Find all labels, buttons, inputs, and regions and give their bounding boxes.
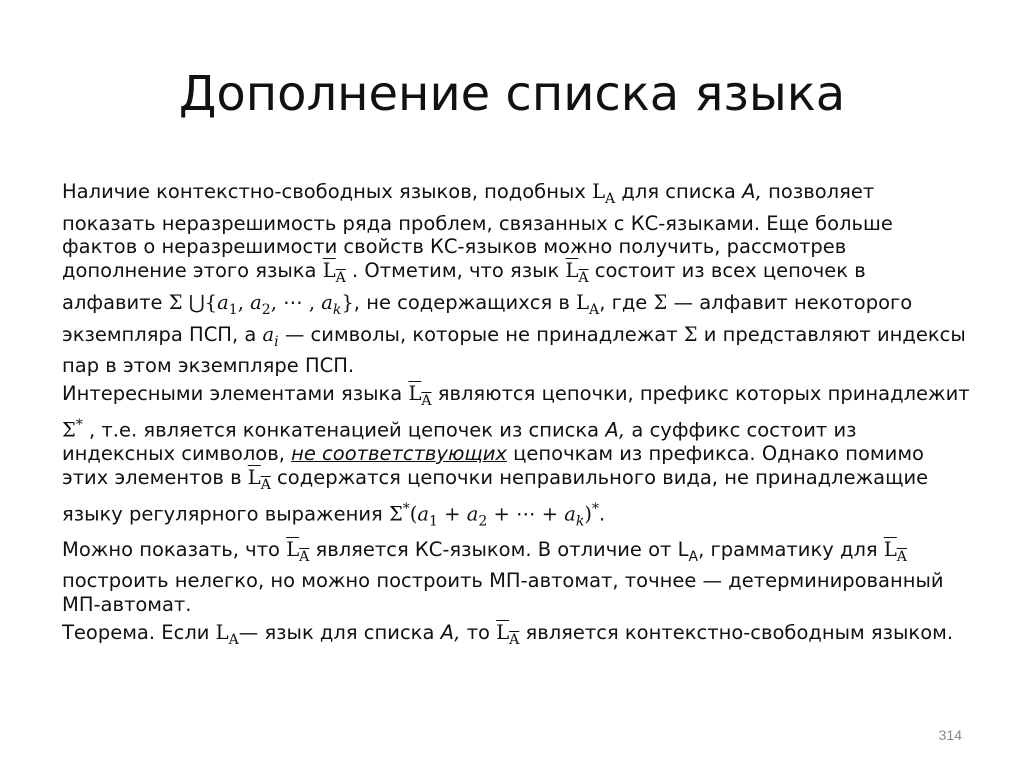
text-run: , грамматику для xyxy=(698,537,884,561)
text-run: A, xyxy=(742,180,762,203)
text-run: содержатся цепочки неправильного вида, не принадлежащие языку регулярного выражения xyxy=(62,465,929,526)
math-run: A xyxy=(605,190,616,207)
text-run: являются цепочки, префикс которых принадлежит xyxy=(431,382,970,406)
math-run: L xyxy=(576,290,590,314)
math-run: a xyxy=(466,502,479,526)
text-run: является контекстно-свободным языком. xyxy=(519,621,954,645)
math-run: L xyxy=(592,180,606,203)
math-run: * xyxy=(592,500,600,517)
math-run: * xyxy=(402,500,410,517)
math-run: Σ xyxy=(62,418,76,442)
math-run: A xyxy=(299,548,310,565)
math-run: k xyxy=(575,513,585,529)
paragraph xyxy=(62,180,972,378)
paragraph xyxy=(62,621,972,653)
math-run: $\overline{L}$ xyxy=(322,259,336,283)
text-run: для списка xyxy=(615,180,743,203)
math-run: A xyxy=(589,301,600,318)
text-run: то xyxy=(460,621,497,645)
text-run: позволяет показать неразрешимость ряда проблем, связанных с КС-языками. Еще больше фактов о неразрешимости свойств КС-языков можно получить, рассмотрев дополнение этого языка xyxy=(62,180,893,283)
math-run: A xyxy=(509,631,520,648)
math-run: Σ ⋃{ xyxy=(168,290,218,314)
math-run: 1 xyxy=(429,513,438,529)
math-run: + xyxy=(437,502,467,526)
text-run: , где xyxy=(599,290,654,314)
math-run: A xyxy=(228,631,239,648)
math-run: a xyxy=(250,290,262,314)
text-run: цепочкам из префикса. Однако помимо этих элементов в xyxy=(62,442,924,489)
text-run: а суффикс состоит из индексных символов, xyxy=(62,418,857,466)
text-run: A xyxy=(688,548,699,565)
math-run: , xyxy=(237,290,251,314)
math-run: $\overline{L}$ xyxy=(247,465,261,489)
text-run: , т.е. является конкатенацией цепочек из списка xyxy=(82,418,606,442)
slide-body xyxy=(62,180,972,657)
math-run: $\overline{L}$ xyxy=(286,537,300,561)
math-run: A xyxy=(260,476,271,493)
paragraph xyxy=(62,382,972,534)
text-run: A, xyxy=(605,418,626,442)
math-run: $\overline{L}$ xyxy=(565,259,579,283)
math-run: L xyxy=(215,621,229,645)
math-run: $\overline{L}$ xyxy=(408,382,422,406)
text-run: состоит из всех цепочек в алфавите xyxy=(62,259,866,314)
math-run: 2 xyxy=(478,513,488,529)
math-run: + ⋯ + xyxy=(487,502,565,526)
text-run: . xyxy=(599,502,606,526)
math-run: a xyxy=(217,290,229,314)
math-run: a xyxy=(564,502,576,526)
math-run: } xyxy=(341,290,354,314)
text-run: — алфавит некоторого экземпляра ПСП, а xyxy=(62,290,913,346)
math-run: Σ xyxy=(388,502,403,526)
math-run: , ⋯ , xyxy=(270,290,322,314)
slide-title: Дополнение списка языка xyxy=(178,66,846,122)
math-run: Σ xyxy=(683,322,698,346)
math-run: ) xyxy=(584,502,593,526)
paragraph xyxy=(62,538,972,617)
page-number: 314 xyxy=(938,727,962,743)
text-run: Теорема. Если xyxy=(62,621,216,645)
text-run: построить нелегко, но можно построить МП-автомат, точнее — детерминированный МП-автомат. xyxy=(62,569,944,617)
text-run: — символы, которые не принадлежат xyxy=(278,322,684,346)
math-run: A xyxy=(896,548,907,565)
math-run: 2 xyxy=(261,301,271,318)
text-run: . Отметим, что язык xyxy=(345,259,566,283)
math-run: i xyxy=(274,333,279,350)
math-run: Σ xyxy=(653,290,668,314)
math-run: $\overline{L}$ xyxy=(883,537,897,561)
math-run: a xyxy=(321,290,333,314)
text-run: Интересными элементами языка xyxy=(62,382,409,406)
text-run: не соответствующих xyxy=(291,442,507,466)
math-run: $\overline{L}$ xyxy=(496,621,510,645)
text-run: A, xyxy=(440,621,461,645)
math-run: A xyxy=(421,393,432,410)
text-run: — язык для списка xyxy=(238,621,441,645)
math-run: k xyxy=(332,301,342,318)
text-run: , не содержащихся в xyxy=(353,290,577,314)
math-run: ( xyxy=(409,502,418,526)
math-run: A xyxy=(335,270,346,287)
math-run: * xyxy=(75,416,83,433)
math-run: A xyxy=(578,270,589,287)
text-run: Можно показать, что xyxy=(62,537,287,561)
text-run: Наличие контекстно-свободных языков, подобных xyxy=(62,180,593,203)
text-run: и представляют индексы пар в этом экземпляре ПСП. xyxy=(62,322,966,378)
text-run: является КС-языком. В отличие от L xyxy=(309,537,689,561)
math-run: a xyxy=(262,322,275,346)
math-run: 1 xyxy=(228,301,238,318)
math-run: a xyxy=(417,502,429,526)
